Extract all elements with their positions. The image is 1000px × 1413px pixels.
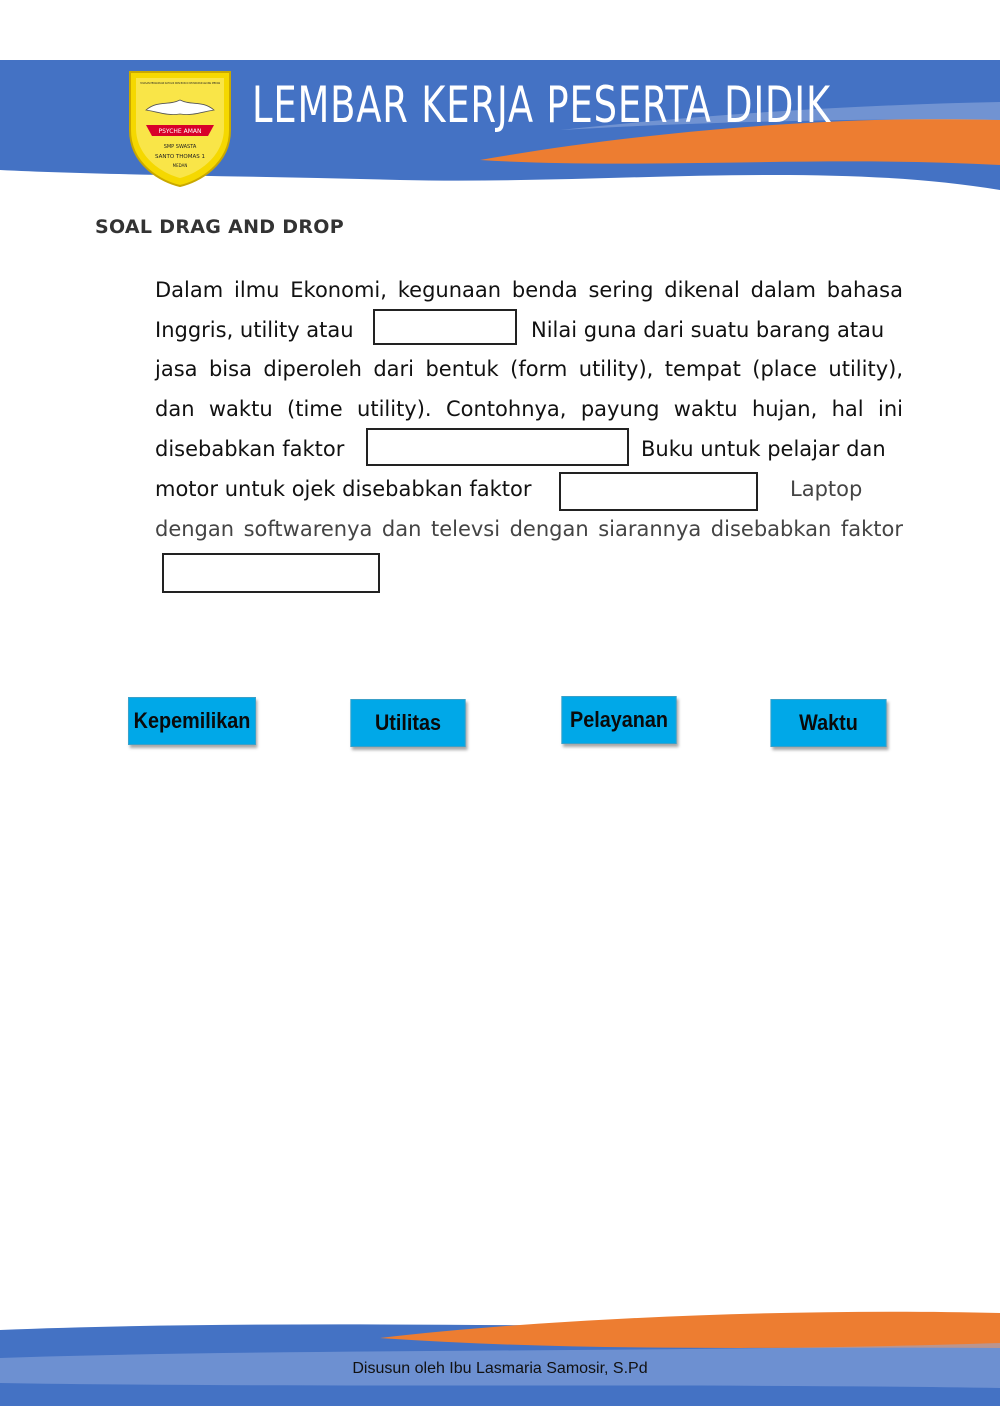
option-kepemilikan[interactable]: Kepemilikan [128, 697, 256, 745]
question-line-5-after: Buku untuk pelajar dan [641, 437, 886, 461]
section-title: SOAL DRAG AND DROP [95, 216, 344, 238]
question-line-2-after: Nilai guna dari suatu barang atau [531, 318, 885, 342]
logo-school-type: SMP SWASTA [163, 144, 197, 150]
drop-zone-2[interactable] [366, 428, 629, 466]
option-pelayanan[interactable]: Pelayanan [561, 696, 676, 744]
question-line-1: Dalam ilmu Ekonomi, kegunaan benda sering dikenal dalam bahasa [155, 278, 903, 302]
logo-school-name: SANTO THOMAS 1 [155, 154, 205, 160]
question-line-2-before: Inggris, utility atau [155, 318, 354, 342]
logo-city: MEDAN [172, 163, 188, 168]
question-line-3: jasa bisa diperoleh dari bentuk (form utility), tempat (place utility), [155, 357, 903, 381]
drop-zone-4[interactable] [162, 553, 380, 593]
option-waktu[interactable]: Waktu [770, 699, 886, 747]
footer-author: Disusun oleh Ibu Lasmaria Samosir, S.Pd [352, 1360, 648, 1377]
question-line-4: dan waktu (time utility). Contohnya, payung waktu hujan, hal ini [155, 397, 903, 421]
question-line-5-before: disebabkan faktor [155, 437, 345, 461]
logo-banner-text: PSYCHE AMAN [158, 128, 202, 135]
question-line-6-after: Laptop [790, 477, 863, 501]
question-line-7: dengan softwarenya dan televsi dengan siarannya disebabkan faktor [155, 517, 903, 541]
option-utilitas[interactable]: Utilitas [350, 699, 465, 747]
drop-zone-3[interactable] [559, 472, 758, 511]
school-logo [128, 70, 232, 188]
drop-zone-1[interactable] [373, 309, 517, 345]
question-line-6-before: motor untuk ojek disebabkan faktor [155, 477, 532, 501]
page-title: LEMBAR KERJA PESERTA DIDIK [252, 76, 831, 134]
logo-top-text: YAYASAN PERGURUAN KATOLIK DON BOSCO KEUSKUPAN AGUNG MEDAN [140, 81, 220, 85]
